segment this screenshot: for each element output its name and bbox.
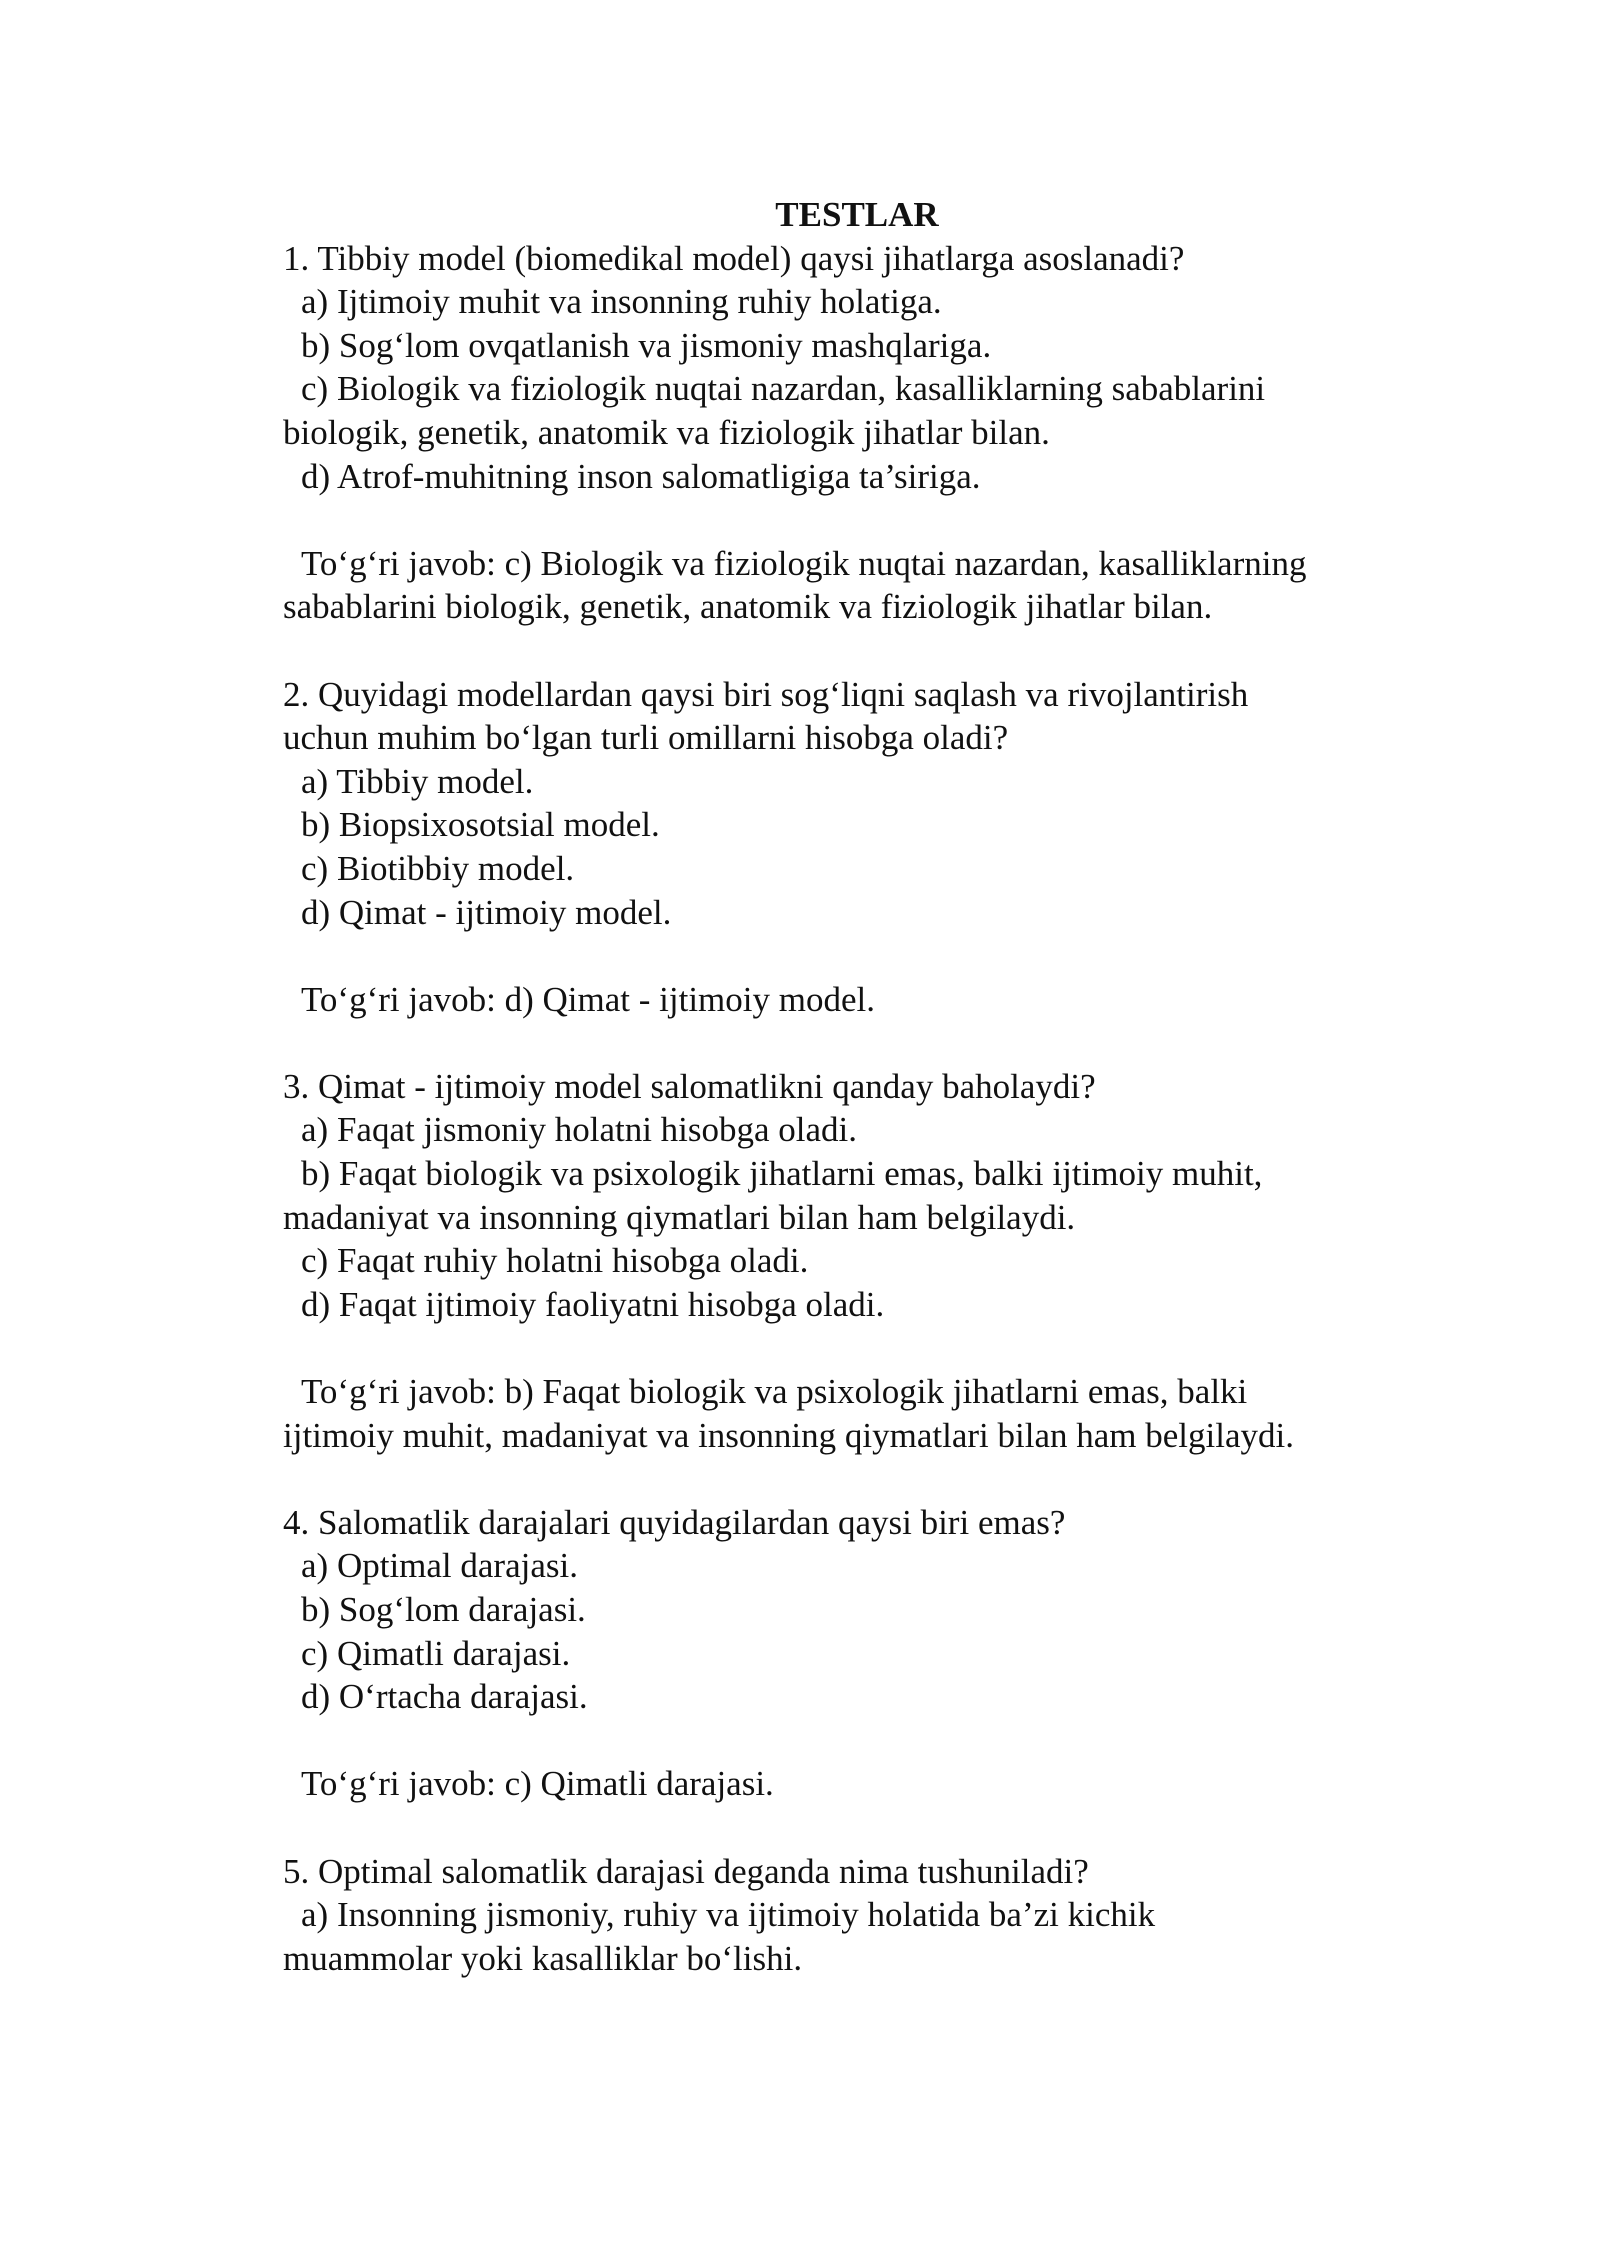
- q1-option-c-cont: biologik, genetik, anatomik va fiziologik jihatlar bilan.: [283, 412, 1050, 452]
- q5-option-a-cont: muammolar yoki kasalliklar bo‘lishi.: [283, 1938, 803, 1978]
- q3-option-d: d) Faqat ijtimoiy faoliyatni hisobga oladi.: [301, 1284, 885, 1324]
- q3-option-b: b) Faqat biologik va psixologik jihatlarni emas, balki ijtimoiy muhit,: [301, 1154, 1263, 1194]
- q4-option-b: b) Sog‘lom darajasi.: [301, 1590, 586, 1629]
- spacer: [283, 934, 1423, 978]
- q2-option-d: d) Qimat - ijtimoiy model.: [301, 892, 672, 932]
- spacer: [283, 1457, 1423, 1501]
- q3-option-c: c) Faqat ruhiy holatni hisobga oladi.: [301, 1241, 809, 1281]
- question-5: 5. Optimal salomatlik darajasi deganda nima tushuniladi?: [283, 1851, 1089, 1891]
- question-1: 1. Tibbiy model (biomedikal model) qaysi jihatlarga asoslanadi?: [283, 238, 1185, 278]
- q4-option-c: c) Qimatli darajasi.: [301, 1633, 571, 1673]
- q1-answer-cont: sabablarini biologik, genetik, anatomik va fiziologik jihatlar bilan.: [283, 587, 1213, 627]
- spacer: [283, 1806, 1423, 1850]
- q1-option-d: d) Atrof-muhitning inson salomatligiga ta’siriga.: [301, 456, 981, 496]
- q2-answer: To‘g‘ri javob: d) Qimat - ijtimoiy model.: [301, 979, 875, 1019]
- question-2-cont: uchun muhim bo‘lgan turli omillarni hisobga oladi?: [283, 718, 1009, 758]
- spacer: [283, 1719, 1423, 1763]
- q1-option-c: c) Biologik va fiziologik nuqtai nazardan, kasalliklarning sabablarini: [301, 369, 1266, 409]
- q1-option-b: b) Sog‘lom ovqatlanish va jismoniy mashqlariga.: [301, 325, 992, 365]
- q2-option-a: a) Tibbiy model.: [301, 761, 534, 801]
- q2-option-b: b) Biopsixosotsial model.: [301, 805, 660, 845]
- question-2: 2. Quyidagi modellardan qaysi biri sog‘liqni saqlash va rivojlantirish: [283, 674, 1249, 714]
- document-body: [283, 193, 1423, 1980]
- spacer: [283, 629, 1423, 673]
- q2-option-c: c) Biotibbiy model.: [301, 848, 575, 888]
- q1-answer: To‘g‘ri javob: c) Biologik va fiziologik nuqtai nazardan, kasalliklarning: [301, 543, 1307, 583]
- q3-option-a: a) Faqat jismoniy holatni hisobga oladi.: [301, 1110, 858, 1150]
- spacer: [283, 1326, 1423, 1370]
- q1-option-a: a) Ijtimoiy muhit va insonning ruhiy holatiga.: [301, 282, 942, 322]
- spacer: [283, 498, 1423, 542]
- question-4: 4. Salomatlik darajalari quyidagilardan qaysi biri emas?: [283, 1502, 1066, 1542]
- q4-answer: To‘g‘ri javob: c) Qimatli darajasi.: [301, 1764, 774, 1804]
- q5-option-a: a) Insonning jismoniy, ruhiy va ijtimoiy holatida ba’zi kichik: [301, 1895, 1156, 1935]
- q3-answer-cont: ijtimoiy muhit, madaniyat va insonning qiymatlari bilan ham belgilaydi.: [283, 1415, 1294, 1455]
- q3-option-b-cont: madaniyat va insonning qiymatlari bilan ham belgilaydi.: [283, 1197, 1076, 1237]
- q3-answer: To‘g‘ri javob: b) Faqat biologik va psixologik jihatlarni emas, balki: [301, 1372, 1248, 1412]
- question-3: 3. Qimat - ijtimoiy model salomatlikni qanday baholaydi?: [283, 1066, 1096, 1106]
- q4-option-d: d) O‘rtacha darajasi.: [301, 1677, 588, 1717]
- spacer: [283, 1021, 1423, 1065]
- q4-option-a: a) Optimal darajasi.: [301, 1546, 578, 1586]
- page-title: TESTLAR: [775, 195, 939, 234]
